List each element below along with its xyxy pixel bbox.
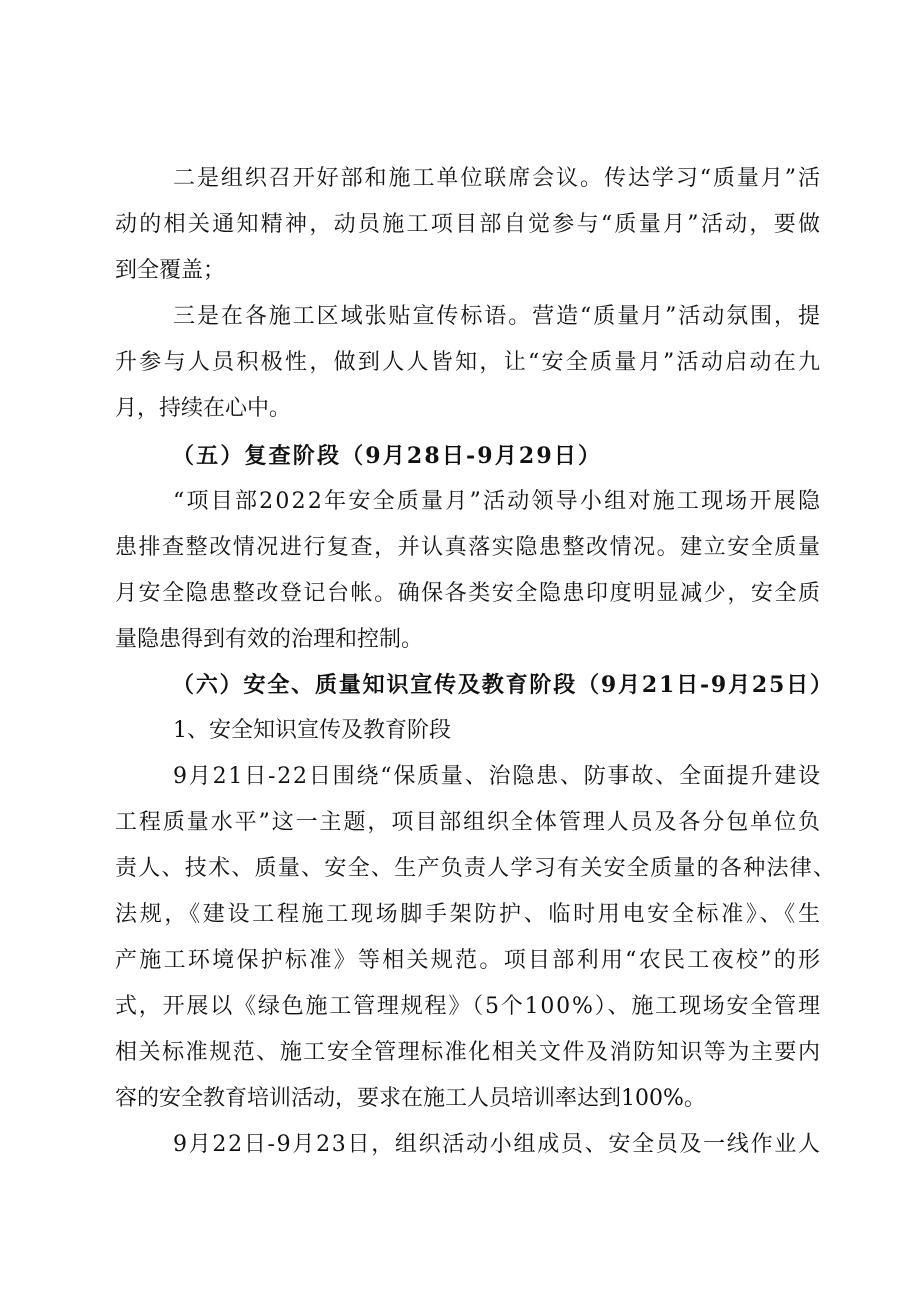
paragraph-4-line-2 — [0, 528, 920, 568]
paragraph-5-line-2 — [0, 803, 920, 843]
text-line: 三是在各施工区域张贴宣传标语。营造“质量月”活动氛围，提 — [173, 304, 822, 329]
text-line: 9月21日-22日围绕“保质量、治隐患、防事故、全面提升建设 — [173, 764, 822, 789]
paragraph-4-line-4 — [0, 620, 920, 660]
text-line: 月安全隐患整改登记台帐。确保各类安全隐患印度明显减少，安全质 — [115, 581, 822, 606]
paragraph-6-line-1 — [0, 1125, 920, 1165]
text-line: 到全覆盖； — [115, 258, 226, 283]
text-line: 责人、技术、质量、安全、生产负责人学习有关安全质量的各种法律、 — [115, 856, 837, 881]
text-line: 量隐患得到有效的治理和控制。 — [115, 627, 424, 652]
paragraph-2-line-1 — [0, 159, 920, 199]
paragraph-2-line-3 — [0, 251, 920, 291]
paragraph-5-line-3 — [0, 849, 920, 889]
text-line: 工程质量水平”这一主题，项目部组织全体管理人员及各分包单位负 — [115, 810, 822, 835]
paragraph-5-line-8 — [0, 1079, 920, 1119]
paragraph-2-line-2 — [0, 205, 920, 245]
heading-text: （六）安全、质量知识宣传及教育阶段（9月21日-9月25日） — [172, 672, 834, 698]
text-line: 患排查整改情况进行复查，并认真落实隐患整改情况。建立安全质量 — [115, 535, 822, 560]
paragraph-5-line-6 — [0, 987, 920, 1027]
text-line: 式，开展以《绿色施工管理规程》（5个100%）、施工现场安全管理 — [115, 994, 822, 1019]
text-line: “项目部2022年安全质量月”活动领导小组对施工现场开展隐 — [173, 489, 823, 514]
paragraph-3-line-3 — [0, 389, 920, 429]
text-line: 产施工环境保护标准》等相关规范。项目部利用“农民工夜校”的形 — [115, 948, 823, 973]
heading-text: （五）复查阶段（9月28日-9月29日） — [172, 443, 603, 469]
text-line: 9月22日-9月23日，组织活动小组成员、安全员及一线作业人 — [173, 1132, 822, 1157]
paragraph-3-line-2 — [0, 343, 920, 383]
paragraph-5-line-4 — [0, 895, 920, 935]
subheading-text: 1、安全知识宣传及教育阶段 — [173, 718, 451, 743]
paragraph-3-line-1 — [0, 297, 920, 337]
text-line: 动的相关通知精神，动员施工项目部自觉参与“质量月”活动，要做 — [115, 212, 823, 237]
paragraph-4-line-3 — [0, 574, 920, 614]
text-line: 二是组织召开好部和施工单位联席会议。传达学习“质量月”活 — [173, 166, 822, 191]
paragraph-4-line-1 — [0, 482, 920, 522]
text-line: 升参与人员积极性，做到人人皆知，让“安全质量月”活动启动在九 — [115, 350, 823, 375]
section-heading-5 — [0, 436, 920, 476]
text-line: 容的安全教育培训活动，要求在施工人员培训率达到100%。 — [115, 1086, 706, 1111]
text-line: 法规，《建设工程施工现场脚手架防护、临时用电安全标准》、《生 — [115, 902, 823, 927]
paragraph-5-line-5 — [0, 941, 920, 981]
text-line: 月，持续在心中。 — [115, 396, 292, 421]
paragraph-5-line-1 — [0, 757, 920, 797]
paragraph-5-line-7 — [0, 1033, 920, 1073]
text-line: 相关标准规范、施工安全管理标准化相关文件及消防知识等为主要内 — [115, 1040, 822, 1065]
section-heading-6 — [0, 665, 920, 705]
subheading-1 — [0, 711, 920, 751]
